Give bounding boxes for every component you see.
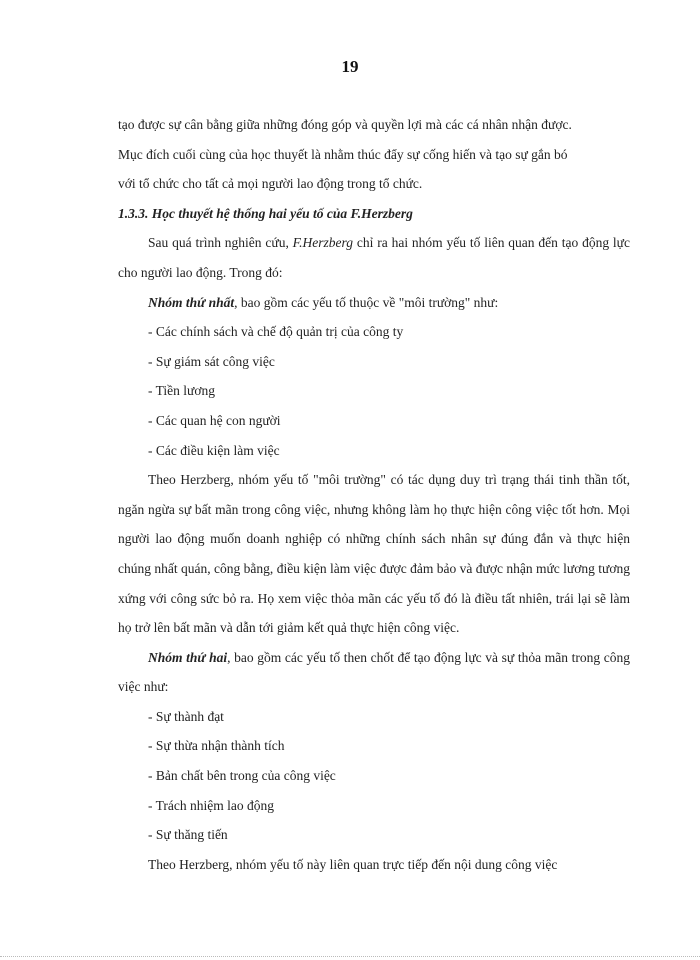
- list-item: - Bản chất bên trong của công việc: [148, 768, 336, 784]
- list-item: - Các quan hệ con người: [148, 412, 281, 428]
- herzberg-intro-before: Sau quá trình nghiên cứu,: [148, 235, 293, 251]
- page-bottom-divider: [0, 956, 700, 957]
- herzberg-intro-after: chỉ ra hai nhóm yếu tố liên quan đến tạo động lực cho người lao động. Trong đó:: [118, 235, 630, 280]
- herzberg-name: F.Herzberg: [292, 235, 354, 251]
- group1-description: , bao gồm các yếu tố thuộc về "môi trường" như:: [234, 294, 499, 310]
- list-item: - Sự thừa nhận thành tích: [148, 738, 285, 754]
- group1-paragraph: [118, 288, 630, 318]
- list-item: - Trách nhiệm lao động: [148, 797, 274, 813]
- body-text: [118, 110, 630, 879]
- group2-explanation: Theo Herzberg, nhóm yếu tố này liên quan trực tiếp đến nội dung công việc: [148, 856, 558, 872]
- list-item: - Sự thành đạt: [148, 708, 224, 724]
- group1-explanation: Theo Herzberg, nhóm yếu tố "môi trường" có tác dụng duy trì trạng thái tinh thần tốt, ngăn ngừa sự bất mãn trong công việc, nhưng không làm họ thực hiện công việc tốt hơn. Mọi người lao động muốn doanh nghiệp có những chính sách nhân sự đúng đắn và thực hiện chúng nhất quán, công bằng, điều kiện làm việc được đảm bảo và được nhận mức lương tương xứng với công sức bỏ ra. Họ xem việc thỏa mãn các yếu tố đó là điều tất nhiên, trái lại sẽ làm họ trở lên bất mãn và dẫn tới giảm kết quả thực hiện công việc.: [118, 472, 630, 636]
- page-number: 19: [341, 57, 359, 76]
- intro-line: với tổ chức cho tất cả mọi người lao động trong tổ chức.: [118, 176, 423, 192]
- group1-title: Nhóm thứ nhất: [148, 294, 235, 310]
- list-item: - Tiền lương: [148, 383, 215, 399]
- intro-line: Mục đích cuối cùng của học thuyết là nhằm thúc đẩy sự cống hiến và tạo sự gắn bó: [118, 146, 568, 162]
- list-item: - Sự thăng tiến: [148, 827, 228, 843]
- intro-line: tạo được sự cân bằng giữa những đóng góp và quyền lợi mà các cá nhân nhận được.: [118, 117, 572, 132]
- group2-description: , bao gồm các yếu tố then chốt để tạo động lực và sự thỏa mãn trong công việc như:: [118, 649, 630, 695]
- list-item: - Sự giám sát công việc: [148, 353, 275, 369]
- herzberg-intro-paragraph: [118, 228, 630, 287]
- section-heading: 1.3.3. Học thuyết hệ thống hai yếu tố của F.Herzberg: [118, 205, 413, 221]
- group2-paragraph: [118, 643, 630, 702]
- list-item: - Các chính sách và chế độ quản trị của công ty: [148, 324, 404, 340]
- list-item: - Các điều kiện làm việc: [148, 442, 280, 458]
- group2-title: Nhóm thứ hai: [148, 649, 228, 665]
